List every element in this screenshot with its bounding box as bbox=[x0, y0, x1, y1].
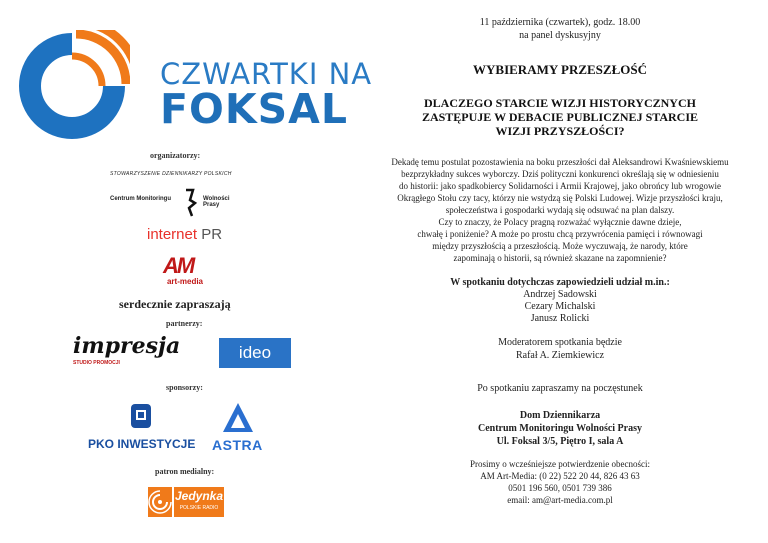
event-description bbox=[380, 156, 740, 264]
venue-line: Centrum Monitoringu Wolności Prasy bbox=[478, 423, 642, 434]
moderator-line: Moderatorem spotkania będzie bbox=[498, 337, 622, 348]
sponsors-label: sponsorzy: bbox=[166, 383, 203, 392]
art-media-logo: AM art-media bbox=[163, 253, 203, 286]
venue-line: Dom Dziennikarza bbox=[519, 410, 601, 421]
event-title: WYBIERAMY PRZESZŁOŚĆ bbox=[473, 62, 647, 77]
invitation-panel bbox=[390, 16, 730, 42]
date-line2: na panel dyskusyjny bbox=[519, 30, 601, 41]
rsvp-email-link[interactable]: email: am@art-media.com.pl bbox=[507, 495, 613, 505]
jedynka-logo: Jedynka POLSKIE RADIO bbox=[148, 487, 228, 517]
reception-note: Po spotkaniu zapraszamy na poczęstunek bbox=[477, 383, 643, 394]
rsvp-line: Prosimy o wcześniejsze potwierdzenie obecności: bbox=[470, 459, 650, 469]
participant-name: Cezary Michalski bbox=[524, 301, 596, 312]
description-line: między przyszłością a przeszłością. Może wyczuwają, że narody, które bbox=[432, 241, 688, 251]
subtitle-line: ZASTĘPUJE W DEBACIE PUBLICZNEJ STARCIE bbox=[421, 110, 699, 124]
venue-block bbox=[380, 409, 740, 448]
participants-heading: W spotkaniu dotychczas zapowiedzieli udział m.in.: bbox=[450, 277, 670, 288]
pko-piggy-icon bbox=[128, 402, 154, 432]
invite-text: serdecznie zapraszają bbox=[119, 297, 231, 311]
description-line: Czy to znaczy, że Polacy pragną rozważać wyłącznie dawne dzieje, bbox=[438, 217, 682, 227]
internet-pr-logo: internet PR bbox=[147, 226, 223, 243]
brand-line2: FOKSAL bbox=[160, 85, 349, 133]
cmwp-mark-icon bbox=[183, 188, 201, 218]
description-line: chwałę i poniżenie? A może po prostu chcą przywrócenia pamięci i równowagi bbox=[417, 229, 703, 239]
rsvp-block bbox=[380, 458, 740, 506]
subtitle-line: WIZJI PRZYSZŁOŚCI? bbox=[495, 124, 625, 138]
brand-line1: CZWARTKI NA bbox=[160, 57, 373, 91]
description-line: społeczeństwa i gospodarki wydają się odsuwać na plan dalszy. bbox=[445, 205, 675, 215]
cmwp-logo: Centrum Monitoringu Wolności Prasy bbox=[110, 190, 240, 216]
moderator-name: Rafał A. Ziemkiewicz bbox=[515, 350, 605, 361]
ideo-logo: ideo bbox=[219, 338, 291, 368]
description-line: do historii: jako spadkobiercy Solidarności i Armii Krajowej, jako obrońcy lub wrogowie bbox=[399, 181, 721, 191]
event-subtitle bbox=[390, 96, 730, 138]
participant-name: Janusz Rolicki bbox=[530, 313, 590, 324]
partners-label: partnerzy: bbox=[166, 319, 203, 328]
sdp-logo: STOWARZYSZENIE DZIENNIKARZY POLSKICH bbox=[110, 171, 232, 177]
astra-logo: ASTRA bbox=[212, 402, 264, 456]
participant-name: Andrzej Sadowski bbox=[523, 289, 597, 300]
rsvp-line: 0501 196 560, 0501 739 386 bbox=[508, 483, 612, 493]
date-line1: 11 października (czwartek), godz. 18.00 bbox=[479, 17, 641, 28]
rsvp-line: AM Art-Media: (0 22) 522 20 44, 826 43 63 bbox=[480, 471, 640, 481]
venue-line: Ul. Foksal 3/5, Piętro I, sala A bbox=[496, 436, 624, 447]
description-line: bezprzykładny sukces wyborczy. Dziś polityczni konkurenci określają się w odniesieniu bbox=[401, 169, 719, 179]
participants-block bbox=[380, 276, 740, 325]
moderator-block bbox=[380, 336, 740, 362]
description-line: Okrągłego Stołu czy tacy, którzy nie wstydzą się Polski Ludowej. Wizje przyszłości kraju, bbox=[397, 193, 723, 203]
pko-logo: PKO INWESTYCJE bbox=[88, 402, 196, 454]
czwartki-logo-icon bbox=[14, 30, 130, 142]
patron-label: patron medialny: bbox=[155, 467, 215, 476]
organizers-label: organizatorzy: bbox=[150, 151, 201, 160]
subtitle-line: DLACZEGO STARCIE WIZJI HISTORYCZNYCH bbox=[424, 96, 696, 110]
radio-wave-icon bbox=[148, 487, 172, 517]
impresja-logo: impresja STUDIO PROMOCJI bbox=[73, 333, 181, 366]
description-line: Dekadę temu postulat pozostawienia na boku przeszłości dał Aleksandrowi Kwaśniewskiemu bbox=[391, 157, 729, 167]
astra-triangle-icon bbox=[222, 402, 254, 434]
description-line: zapominają o historii, są również skazane na zapomnienie? bbox=[453, 253, 667, 263]
